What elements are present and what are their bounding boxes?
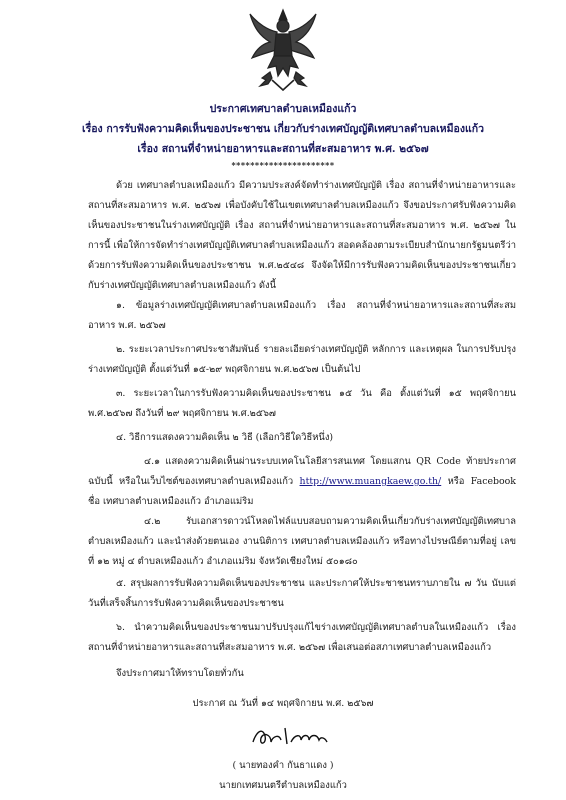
item-2: ๒. ระยะเวลาประกาศประชาสัมพันธ์ รายละเอียดร่างเทศบัญญัติ หลักการ และเหตุผล ในการปรับปรุงร่างเทศบัญญัติ ตั้งแต่วันที่ ๑๕-๒๙ พฤศจิกายน พ.ศ.๒๕๖๗ เป็นต้นไป <box>88 344 516 375</box>
signer-title: นายกเทศมนตรีตำบลเหมืองแก้ว <box>219 780 347 791</box>
divider-stars: ********************** <box>231 160 335 170</box>
signer-name: ( นายทองคำ กันธาแดง ) <box>232 760 334 771</box>
intro-paragraph: ด้วย เทศบาลตำบลเหมืองแก้ว มีความประสงค์จัดทำร่างเทศบัญญัติ เรื่อง สถานที่จำหน่ายอาหารและสถานที่สะสมอาหาร พ.ศ. ๒๕๖๗ เพื่อบังคับใช้ในเขตเทศบาลตำบลเหมืองแก้ว จึงขอประกาศรับฟังความคิดเห็นของประชาชนในร่างเทศบัญญัติ เรื่อง สถานที่จำหน่ายอาหารและสถานที่สะสมอาหาร พ.ศ. ๒๕๖๗ ในการนี้ เพื่อให้การจัดทำร่างเทศบัญญัติเทศบาลตำบลเหมืองแก้ว สอดคล้องตามระเบียบสำนักนายกรัฐมนตรีว่าด้วยการรับฟังความคิดเห็นของประชาชน พ.ศ.๒๕๔๘ จึงจัดให้มีการรับฟังความคิดเห็นของประชาชนเกี่ยวกับร่างเทศบัญญัติเทศบาลตำบลเหมืองแก้ว ดังนี้ <box>88 180 516 291</box>
website-link[interactable]: http://www.muangkaew.go.th/ <box>299 476 442 487</box>
item-4-2: ๔.๒ รับเอกสารดาวน์โหลดไฟล์แบบสอบถามความคิดเห็นเกี่ยวกับร่างเทศบัญญัติเทศบาลตำบลเหมืองแก้ว และนำส่งด้วยตนเอง งานนิติการ เทศบาลตำบลเหมืองแก้ว หรือทางไปรษณีย์ตามที่อยู่ เลขที่ ๑๒ หมู่ ๔ ตำบลเหมืองแก้ว อำเภอแม่ริม จังหวัดเชียงใหม่ ๕๐๑๘๐ <box>88 516 516 567</box>
item-3: ๓. ระยะเวลาในการรับฟังความคิดเห็นของประชาชน ๑๕ วัน คือ ตั้งแต่วันที่ ๑๕ พฤศจิกายน พ.ศ.๒๕๖๗ ถึงวันที่ ๒๙ พฤศจิกายน พ.ศ.๒๕๖๗ <box>88 388 516 419</box>
signature-icon <box>245 722 335 752</box>
item-4-1 <box>88 452 516 512</box>
item-1: ๑. ข้อมูลร่างเทศบัญญัติเทศบาลตำบลเหมืองแก้ว เรื่อง สถานที่จำหน่ายอาหารและสถานที่สะสมอาหาร พ.ศ. ๒๕๖๗ <box>88 300 516 331</box>
garuda-emblem-icon <box>246 6 320 92</box>
closing-line: จึงประกาศมาให้ทราบโดยทั่วกัน <box>116 668 244 679</box>
item-4: ๔. วิธีการแสดงความคิดเห็น ๒ วิธี (เลือกวิธีใดวิธีหนึ่ง) <box>116 432 334 443</box>
subject-line: เรื่อง การรับฟังความคิดเห็นของประชาชน เกี่ยวกับร่างเทศบัญญัติเทศบาลตำบลเหมืองแก้ว <box>82 123 484 135</box>
subject-detail-line: เรื่อง สถานที่จำหน่ายอาหารและสถานที่สะสมอาหาร พ.ศ. ๒๕๖๗ <box>137 143 429 155</box>
item-4-1-text: ๔.๑ แสดงความคิดเห็นผ่านระบบเทคโนโลยีสารสนเทศ โดยแสกน QR Code ท้ายประกาศฉบับนี้ หรือในเว็บไซต์ของเทศบาลตำบลเหมืองแก้ว <box>88 456 516 487</box>
item-5: ๕. สรุปผลการรับฟังความคิดเห็นของประชาชน และประกาศให้ประชาชนทราบภายใน ๗ วัน นับแต่วันที่เสร็จสิ้นการรับฟังความคิดเห็นของประชาชน <box>88 578 516 609</box>
announcement-date: ประกาศ ณ วันที่ ๑๔ พฤศจิกายน พ.ศ. ๒๕๖๗ <box>192 698 374 709</box>
announcement-title: ประกาศเทศบาลตำบลเหมืองแก้ว <box>209 103 357 115</box>
item-4-1-facebook: หรือ Facebook ชื่อ เทศบาลตำบลเหมืองแก้ว อำเภอแม่ริม <box>88 476 516 507</box>
item-6: ๖. นำความคิดเห็นของประชาชนมาปรับปรุงแก้ไขร่างเทศบัญญัติเทศบาลตำบลในเหมืองแก้ว เรื่อง สถานที่จำหน่ายอาหารและสถานที่สะสมอาหาร พ.ศ. ๒๕๖๗ เพื่อเสนอต่อสภาเทศบาลตำบลเหมืองแก้ว <box>88 622 516 653</box>
